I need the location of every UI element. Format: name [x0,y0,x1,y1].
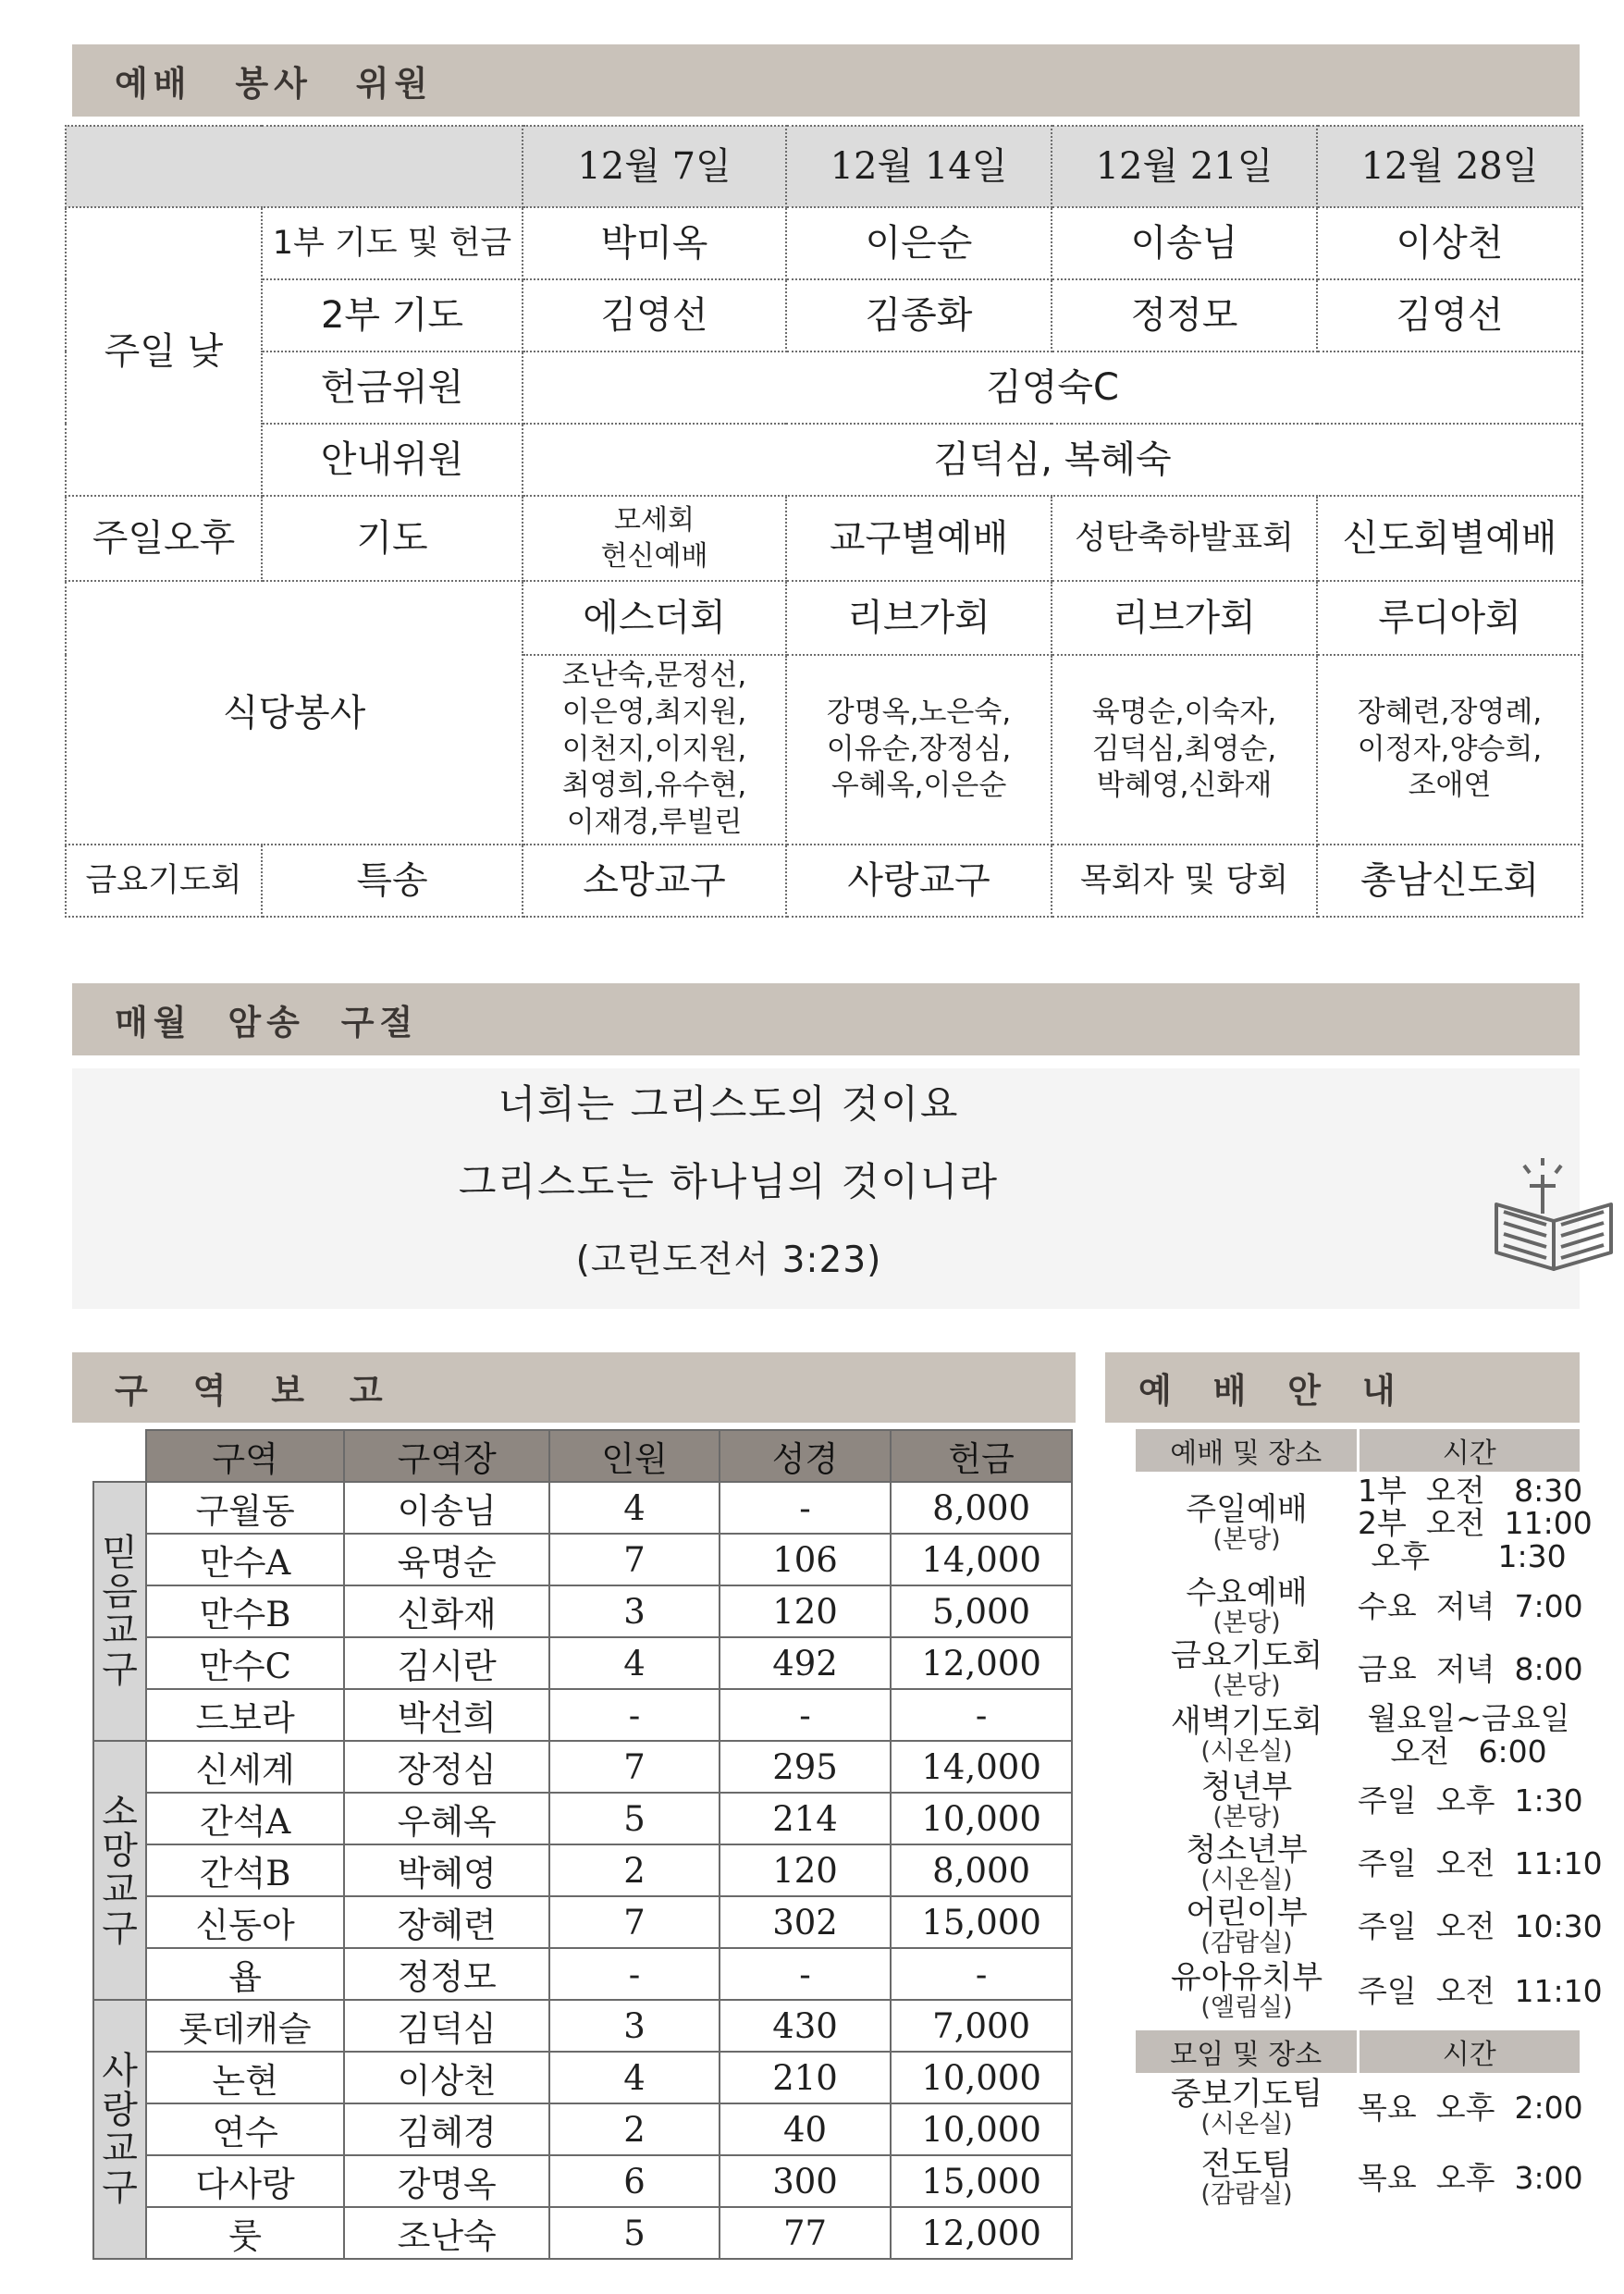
worship-schedule [1136,1429,1603,2025]
open-bible-icon [1487,1156,1624,1276]
service-row [66,279,1582,352]
schedule-row [1136,1701,1580,1770]
service-place: (시온실) [1200,1865,1293,1894]
date-cell: 12월 14일 [786,126,1052,207]
leader-name: 박혜영 [344,1844,549,1896]
meeting-body [1136,2073,1583,2214]
bible-count: 295 [720,1741,892,1793]
leader-name: 신화재 [344,1585,549,1637]
name-cell: 이송님 [1052,207,1317,279]
service-time: 목요 오후 3:00 [1358,2160,1583,2197]
bible-count: 77 [720,2207,892,2259]
service-time: 주일 오전 11:10 [1358,1845,1603,1882]
place-cell [1136,1770,1358,1832]
member-count: 5 [549,1793,719,1844]
col-header-offering: 헌금 [891,1430,1072,1482]
member-count: 2 [549,1844,719,1896]
service-name: 수요예배 [1186,1573,1308,1611]
pm-cell: 성탄축하발표회 [1052,496,1317,581]
bible-count: 430 [720,2000,892,2052]
member-count: 7 [549,1741,719,1793]
district-name: 만수A [146,1534,344,1585]
bible-count: 214 [720,1793,892,1844]
district-name: 욥 [146,1948,344,2000]
place-cell [1136,1832,1358,1895]
offering-amount: 14,000 [891,1741,1072,1793]
bible-count: - [720,1482,892,1534]
bible-count: 302 [720,1896,892,1948]
table-row [93,2103,1072,2155]
district-name: 간석A [146,1793,344,1844]
col-header-leader: 구역장 [344,1430,549,1482]
place-cell [1136,1701,1358,1770]
name-cell: 김종화 [786,279,1052,352]
table-row [93,1948,1072,2000]
kitchen-names: 강명옥,노은숙, 이유순,장정심, 우혜옥,이은순 [786,655,1052,845]
offering-names: 김영숙C [523,352,1582,424]
offering-amount: 12,000 [891,2207,1072,2259]
table-row [93,1689,1072,1741]
service-name: 유아유치부 [1170,1958,1323,1996]
table-row [93,2000,1072,2052]
verse-line-2: 그리스도는 하나님의 것이니라 [458,1159,1000,1204]
leader-name: 장정심 [344,1741,549,1793]
offering-amount: 7,000 [891,2000,1072,2052]
offering-amount: 14,000 [891,1534,1072,1585]
header-blank [66,126,523,207]
sunday-day-label: 주일 낮 [66,207,262,496]
bible-count: 210 [720,2052,892,2103]
service-place: (감람실) [1200,2179,1293,2209]
offering-amount: 12,000 [891,1637,1072,1689]
service-place: (본당) [1212,1524,1281,1554]
table-row [93,1482,1072,1534]
bible-count: - [720,1948,892,2000]
name-cell: 이은순 [786,207,1052,279]
district-name: 룻 [146,2207,344,2259]
service-time: 월요일~금요일 오전 6:00 [1367,1700,1570,1770]
service-row [66,424,1582,496]
role-cell: 1부 기도 및 헌금 [262,207,523,279]
table-row [93,2207,1072,2259]
service-header-row [66,126,1582,207]
leader-name: 김시란 [344,1637,549,1689]
service-name: 전도팀 [1200,2145,1293,2183]
district-name: 만수B [146,1585,344,1637]
friday-cell: 총남신도회 [1317,845,1582,917]
schedule-row [1136,1895,1580,1958]
offering-amount: 10,000 [891,2052,1072,2103]
schedule-row [1136,1958,1580,2025]
col-header-time: 시간 [1358,1429,1580,1472]
name-cell: 김영선 [1317,279,1582,352]
usher-names: 김덕심, 복혜숙 [523,424,1582,496]
service-name: 청년부 [1200,1768,1293,1806]
district-name: 드보라 [146,1689,344,1741]
service-time: 수요 저녁 7:00 [1358,1588,1583,1625]
leader-name: 장혜련 [344,1896,549,1948]
service-name: 주일예배 [1186,1490,1308,1528]
col-header-district: 구역 [146,1430,344,1482]
guide-section-title: 예 배 안 내 [1105,1352,1580,1423]
offering-amount: 10,000 [891,1793,1072,1844]
place-cell [1136,1895,1358,1958]
service-row [66,207,1582,279]
service-name: 청소년부 [1186,1831,1308,1868]
district-name: 연수 [146,2103,344,2155]
bible-count: 492 [720,1637,892,1689]
group-cell: 에스더회 [523,581,786,655]
bible-count: - [720,1689,892,1741]
friday-cell: 목회자 및 당회 [1052,845,1317,917]
district-group-label: 믿 음 교 구 [93,1482,146,1741]
name-cell: 박미옥 [523,207,786,279]
sunday-pm-label: 주일오후 [66,496,262,581]
member-count: 2 [549,2103,719,2155]
col-header-place: 모임 및 장소 [1136,2030,1358,2073]
worship-body [1136,1472,1603,2025]
schedule-row [1136,1638,1580,1701]
leader-name: 이송님 [344,1482,549,1534]
district-section-title: 구 역 보 고 [72,1352,1076,1423]
friday-cell: 소망교구 [523,845,786,917]
offering-amount: 8,000 [891,1482,1072,1534]
district-group-label: 소 망 교 구 [93,1741,146,2000]
member-count: 7 [549,1534,719,1585]
bible-count: 106 [720,1534,892,1585]
kitchen-names: 육명순,이숙자, 김덕심,최영순, 박혜영,신화재 [1052,655,1317,845]
role-cell: 헌금위원 [262,352,523,424]
table-row [93,1844,1072,1896]
verse-box [72,1068,1580,1309]
table-row [93,1585,1072,1637]
service-row [66,581,1582,655]
service-time: 금요 저녁 8:00 [1358,1651,1583,1688]
date-cell: 12월 28일 [1317,126,1582,207]
service-table [65,125,1583,918]
service-time: 목요 오후 2:00 [1358,2090,1583,2127]
place-cell [1136,2143,1358,2214]
date-cell: 12월 21일 [1052,126,1317,207]
header-blank [93,1430,146,1482]
member-count: - [549,1689,719,1741]
table-row [93,1741,1072,1793]
kitchen-names: 조난숙,문정선, 이은영,최지원, 이천지,이지원, 최영희,유수현, 이재경,루빌린 [523,655,786,845]
service-place: (시온실) [1200,2109,1293,2139]
leader-name: 이상천 [344,2052,549,2103]
role-cell: 안내위원 [262,424,523,496]
member-count: 4 [549,1482,719,1534]
member-count: - [549,1948,719,2000]
service-place: (본당) [1212,1608,1281,1637]
group-cell: 루디아회 [1317,581,1582,655]
name-cell: 이상천 [1317,207,1582,279]
friday-cell: 사랑교구 [786,845,1052,917]
col-header-bible: 성경 [720,1430,892,1482]
kitchen-names: 장혜련,장영례, 이정자,양승희, 조애연 [1317,655,1582,845]
date-cell: 12월 7일 [523,126,786,207]
bible-count: 120 [720,1585,892,1637]
service-row [66,845,1582,917]
district-name: 구월동 [146,1482,344,1534]
leader-name: 강명옥 [344,2155,549,2207]
offering-amount: - [891,1948,1072,2000]
place-cell [1136,1958,1358,2025]
service-place: (시온실) [1200,1736,1293,1766]
district-group-label: 사 랑 교 구 [93,2000,146,2259]
service-name: 중보기도팀 [1170,2075,1323,2113]
service-time: 주일 오후 1:30 [1358,1782,1583,1819]
kitchen-label: 식당봉사 [66,581,523,845]
member-count: 5 [549,2207,719,2259]
schedule-row [1136,1770,1580,1832]
member-count: 4 [549,1637,719,1689]
schedule-row [1136,2073,1580,2143]
service-place: (엘림실) [1200,1992,1293,2022]
service-row [66,496,1582,581]
service-place: (감람실) [1200,1928,1293,1957]
table-row [93,1793,1072,1844]
service-time: 주일 오전 10:30 [1358,1908,1603,1945]
col-header-members: 인원 [549,1430,719,1482]
offering-amount: 15,000 [891,1896,1072,1948]
role-cell: 2부 기도 [262,279,523,352]
table-row [93,1637,1072,1689]
service-time: 주일 오전 11:10 [1358,1973,1603,2010]
leader-name: 박선희 [344,1689,549,1741]
worship-header-row [1136,1429,1580,1472]
schedule-row [1136,2143,1580,2214]
service-place: (본당) [1212,1802,1281,1832]
service-name: 어린이부 [1186,1893,1308,1931]
offering-amount: - [891,1689,1072,1741]
member-count: 4 [549,2052,719,2103]
service-row [66,352,1582,424]
member-count: 3 [549,1585,719,1637]
leader-name: 정정모 [344,1948,549,2000]
member-count: 3 [549,2000,719,2052]
offering-amount: 10,000 [891,2103,1072,2155]
district-name: 간석B [146,1844,344,1896]
district-header-row [93,1430,1072,1482]
schedule-row [1136,1472,1580,1575]
table-row [93,1534,1072,1585]
leader-name: 김혜경 [344,2103,549,2155]
meeting-schedule [1136,2030,1583,2214]
group-cell: 리브가회 [786,581,1052,655]
schedule-row [1136,1832,1580,1895]
bible-count: 120 [720,1844,892,1896]
verse-section-title: 매월 암송 구절 [72,983,1580,1055]
friday-label: 금요기도회 [66,845,262,917]
meeting-header-row [1136,2030,1580,2073]
offering-amount: 8,000 [891,1844,1072,1896]
bible-count: 40 [720,2103,892,2155]
district-name: 신동아 [146,1896,344,1948]
place-cell [1136,1575,1358,1638]
district-name: 다사랑 [146,2155,344,2207]
pm-cell: 교구별예배 [786,496,1052,581]
role-cell: 기도 [262,496,523,581]
service-time: 1부 오전 8:30 2부 오전 11:00 오후 1:30 [1358,1472,1593,1574]
district-name: 롯데캐슬 [146,2000,344,2052]
district-body [93,1482,1072,2259]
schedule-row [1136,1575,1580,1638]
place-cell [1136,1472,1358,1575]
col-header-time: 시간 [1358,2030,1580,2073]
col-header-place: 예배 및 장소 [1136,1429,1358,1472]
table-row [93,1896,1072,1948]
offering-amount: 15,000 [891,2155,1072,2207]
role-cell: 특송 [262,845,523,917]
table-row [93,2052,1072,2103]
leader-name: 김덕심 [344,2000,549,2052]
service-section-title: 예배 봉사 위원 [72,44,1580,117]
table-row [93,2155,1072,2207]
pm-cell: 신도회별예배 [1317,496,1582,581]
service-name: 금요기도회 [1170,1636,1323,1674]
pm-cell: 모세회 헌신예배 [523,496,786,581]
leader-name: 육명순 [344,1534,549,1585]
name-cell: 김영선 [523,279,786,352]
offering-amount: 5,000 [891,1585,1072,1637]
name-cell: 정정모 [1052,279,1317,352]
leader-name: 조난숙 [344,2207,549,2259]
bible-count: 300 [720,2155,892,2207]
group-cell: 리브가회 [1052,581,1317,655]
place-cell [1136,2073,1358,2143]
place-cell [1136,1638,1358,1701]
district-table [92,1429,1073,2260]
service-place: (본당) [1212,1671,1281,1700]
member-count: 7 [549,1896,719,1948]
member-count: 6 [549,2155,719,2207]
verse-reference: (고린도전서 3:23) [575,1240,882,1281]
service-name: 새벽기도회 [1170,1702,1323,1740]
verse-line-1: 너희는 그리스도의 것이요 [498,1081,960,1127]
district-name: 논현 [146,2052,344,2103]
district-name: 만수C [146,1637,344,1689]
leader-name: 우혜옥 [344,1793,549,1844]
district-name: 신세계 [146,1741,344,1793]
